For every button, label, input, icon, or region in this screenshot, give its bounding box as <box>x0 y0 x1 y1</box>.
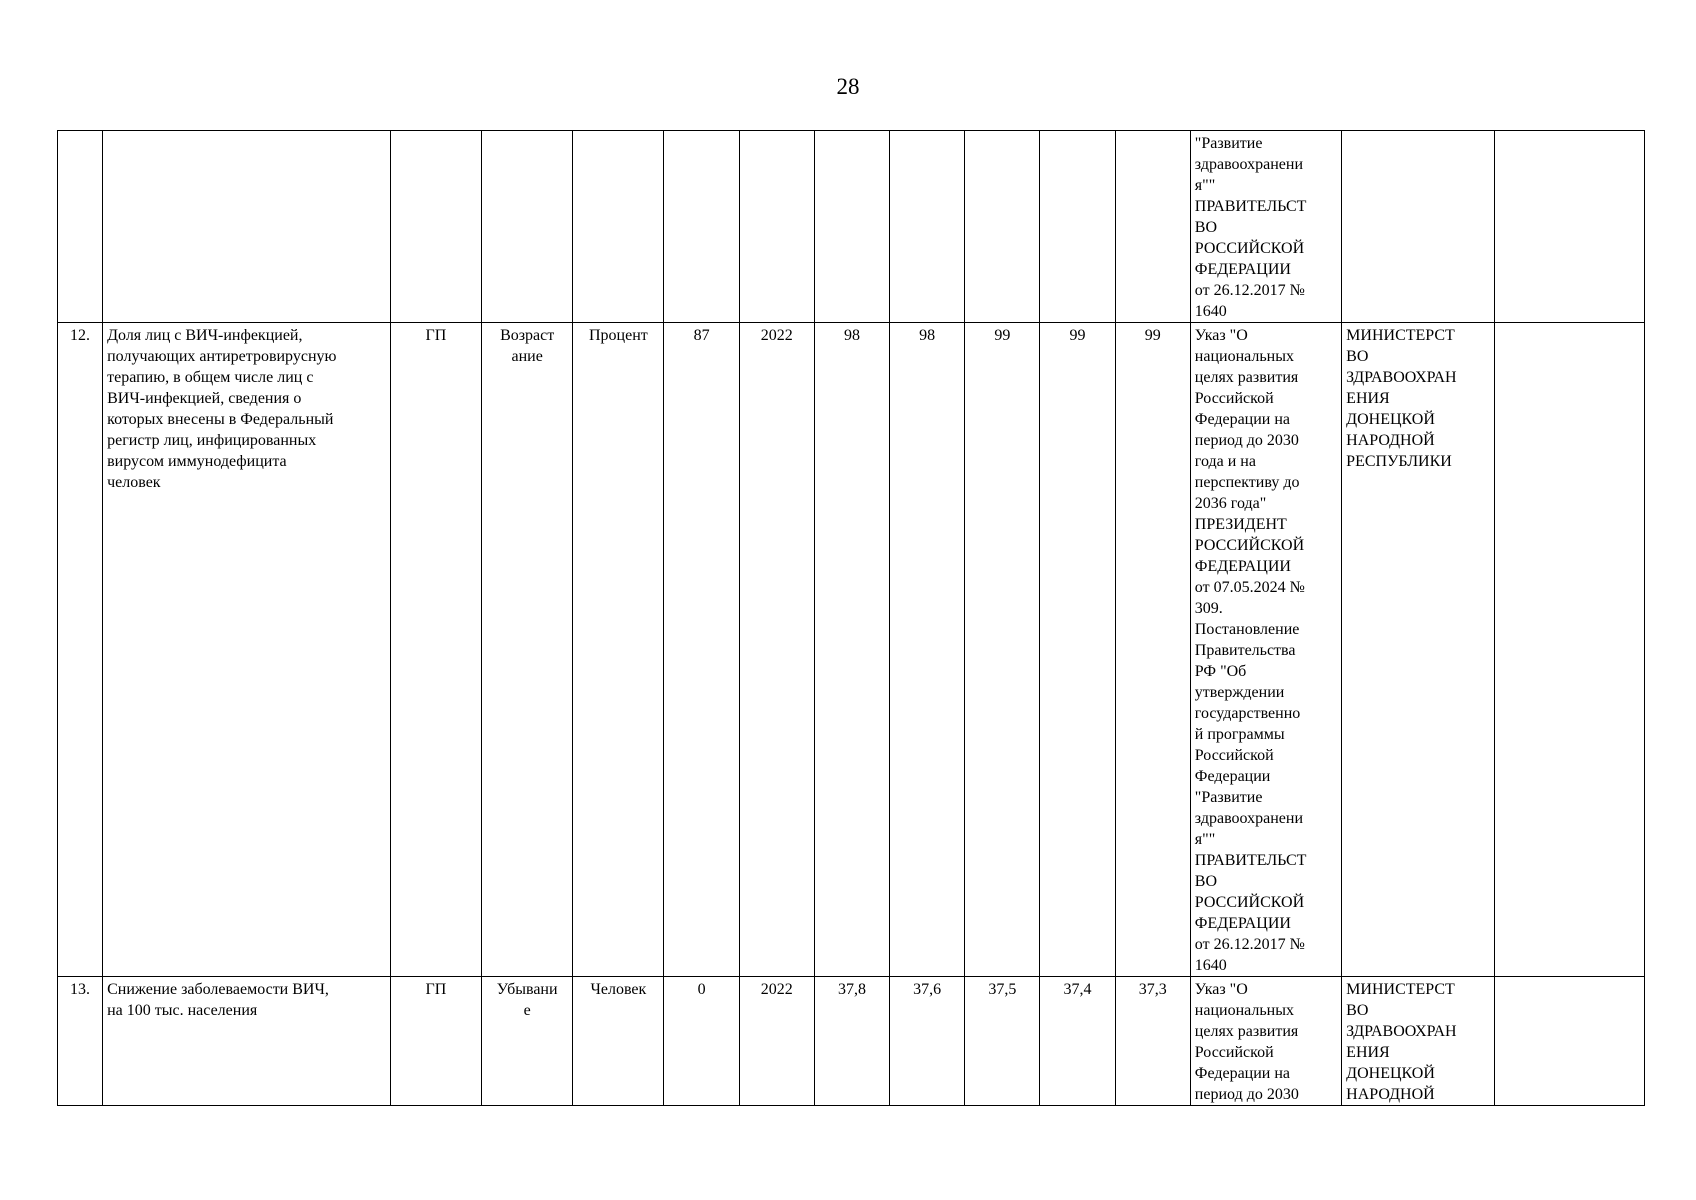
responsible-cell <box>1342 131 1494 323</box>
base-value-cell: 0 <box>664 977 739 1106</box>
value-cell <box>1040 131 1115 323</box>
page-number: 28 <box>836 74 860 99</box>
value-cell <box>1115 131 1190 323</box>
direction-cell <box>482 131 573 323</box>
direction-cell: Возраст ание <box>482 323 573 977</box>
document-cell: "Развитие здравоохранени я"" ПРАВИТЕЛЬСТ ВО РОССИЙСКОЙ ФЕДЕРАЦИИ от 26.12.2017 № 1640 <box>1190 131 1341 323</box>
level-cell: ГП <box>390 323 481 977</box>
base-value-cell <box>664 131 739 323</box>
table-row <box>58 977 1645 1106</box>
value-cell: 99 <box>1115 323 1190 977</box>
table-row <box>58 323 1645 977</box>
base-value-cell: 87 <box>664 323 739 977</box>
value-cell: 99 <box>965 323 1040 977</box>
extra-cell <box>1494 977 1644 1106</box>
table-row <box>58 131 1645 323</box>
responsible-cell: МИНИСТЕРСТ ВО ЗДРАВООХРАН ЕНИЯ ДОНЕЦКОЙ НАРОДНОЙ <box>1342 977 1494 1106</box>
extra-cell <box>1494 323 1644 977</box>
indicator-name-cell: Доля лиц с ВИЧ-инфекцией, получающих антиретровирусную терапию, в общем числе лиц с ВИЧ-инфекцией, сведения о которых внесены в Федеральный регистр лиц, инфицированных вирусом иммунодефицита человек <box>103 323 391 977</box>
document-cell: Указ "О национальных целях развития Российской Федерации на период до 2030 <box>1190 977 1341 1106</box>
value-cell <box>965 131 1040 323</box>
extra-cell <box>1494 131 1644 323</box>
unit-cell <box>573 131 664 323</box>
value-cell: 37,6 <box>890 977 965 1106</box>
indicator-name-cell: Снижение заболеваемости ВИЧ, на 100 тыс. населения <box>103 977 391 1106</box>
value-cell: 37,4 <box>1040 977 1115 1106</box>
value-cell: 99 <box>1040 323 1115 977</box>
direction-cell: Убывани е <box>482 977 573 1106</box>
value-cell: 98 <box>814 323 889 977</box>
unit-cell: Процент <box>573 323 664 977</box>
base-year-cell <box>739 131 814 323</box>
document-cell: Указ "О национальных целях развития Российской Федерации на период до 2030 года и на перспективу до 2036 года" ПРЕЗИДЕНТ РОССИЙСКОЙ ФЕДЕРАЦИИ от 07.05.2024 № 309. Постановление Правительства РФ "Об утверждении государственно й программы Российской Федерации "Развитие здравоохранени я"" ПРАВИТЕЛЬСТ ВО РОССИЙСКОЙ ФЕДЕРАЦИИ от 26.12.2017 № 1640 <box>1190 323 1341 977</box>
indicator-name-cell <box>103 131 391 323</box>
value-cell: 37,5 <box>965 977 1040 1106</box>
responsible-cell: МИНИСТЕРСТ ВО ЗДРАВООХРАН ЕНИЯ ДОНЕЦКОЙ НАРОДНОЙ РЕСПУБЛИКИ <box>1342 323 1494 977</box>
value-cell <box>814 131 889 323</box>
level-cell <box>390 131 481 323</box>
base-year-cell: 2022 <box>739 323 814 977</box>
base-year-cell: 2022 <box>739 977 814 1106</box>
row-number-cell: 13. <box>58 977 103 1106</box>
value-cell: 37,8 <box>814 977 889 1106</box>
row-number-cell <box>58 131 103 323</box>
value-cell <box>890 131 965 323</box>
row-number-cell: 12. <box>58 323 103 977</box>
value-cell: 98 <box>890 323 965 977</box>
value-cell: 37,3 <box>1115 977 1190 1106</box>
unit-cell: Человек <box>573 977 664 1106</box>
level-cell: ГП <box>390 977 481 1106</box>
indicators-table <box>57 130 1645 1106</box>
